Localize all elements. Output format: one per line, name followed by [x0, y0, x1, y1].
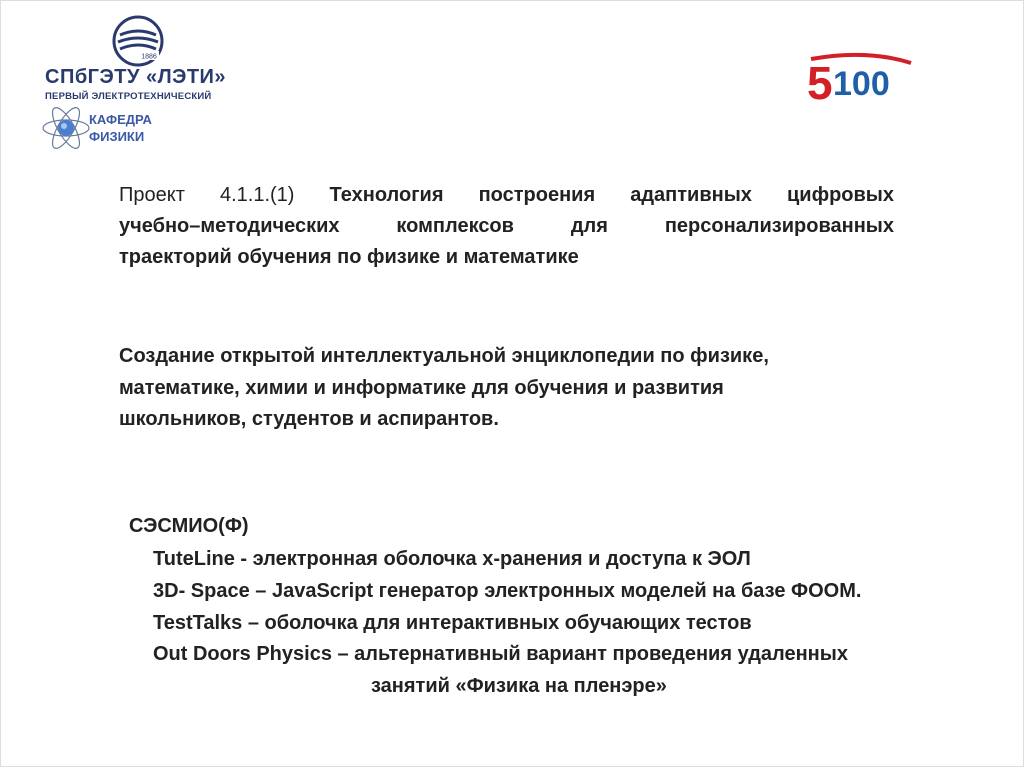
list-item-3d-space: 3D- Space – JavaScript генератор электронных моделей на базе ФООМ. — [153, 579, 862, 602]
project-description — [119, 180, 894, 273]
svg-text:100: 100 — [833, 65, 890, 103]
5-100-logo — [807, 51, 915, 103]
atom-icon — [41, 105, 91, 151]
project-title-part2: учебно–методических комплексов для персонализированных — [119, 215, 894, 237]
svg-text:5: 5 — [807, 57, 833, 103]
university-name: СПбГЭТУ «ЛЭТИ» — [45, 66, 227, 88]
university-subtitle: ПЕРВЫЙ ЭЛЕКТРОТЕХНИЧЕСКИЙ — [45, 91, 212, 102]
goal-paragraph — [119, 341, 899, 436]
project-prefix: Проект 4.1.1.(1) — [119, 184, 330, 206]
system-title: СЭСМИО(Ф) — [129, 515, 249, 537]
list-item-outdoors-continuation: занятий «Физика на пленэре» — [371, 675, 667, 698]
department-line2: ФИЗИКИ — [89, 129, 145, 144]
emblem-year: 1886 — [141, 53, 157, 61]
project-title-part1: Технология построения адаптивных цифровых — [329, 184, 894, 206]
system-list — [153, 544, 861, 703]
list-item-testtalks: TestTalks – оболочка для интерактивных обучающих тестов — [153, 611, 752, 634]
leti-emblem-logo — [112, 15, 164, 67]
list-item-outdoors-physics: Out Doors Physics – альтернативный вариант проведения удаленных — [153, 643, 848, 666]
goal-line-2: математике, химии и информатике для обучения и развития — [119, 376, 724, 399]
project-title-part3: траекторий обучения по физике и математике — [119, 246, 579, 268]
goal-line-3: школьников, студентов и аспирантов. — [119, 408, 499, 430]
department-line1: КАФЕДРА — [89, 112, 152, 127]
list-item-tuteline: TuteLine - электронная оболочка х-ранения и доступа к ЭОЛ — [153, 548, 751, 570]
goal-line-1: Создание открытой интеллектуальной энциклопедии по физике, — [119, 345, 769, 367]
department-label — [89, 111, 152, 145]
